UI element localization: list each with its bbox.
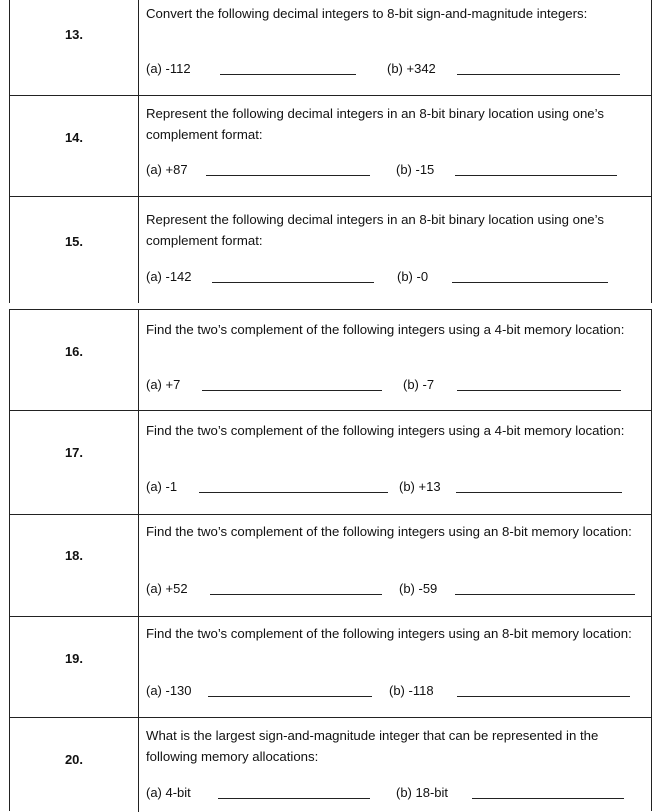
answer-b-label: (b) -0 <box>397 269 429 284</box>
answer-row <box>146 479 643 497</box>
question-number: 18. <box>64 548 84 563</box>
answer-a-blank[interactable] <box>210 594 382 595</box>
question-row-14 <box>10 96 651 197</box>
question-row-16 <box>10 310 651 411</box>
answer-row <box>146 162 643 180</box>
answer-row <box>146 377 643 395</box>
question-text: Convert the following decimal integers to 8-bit sign-and-magnitude integers: <box>146 6 588 21</box>
question-number: 16. <box>64 344 84 359</box>
answer-b-blank[interactable] <box>457 696 630 697</box>
question-row-18 <box>10 515 651 617</box>
answer-row <box>146 785 643 803</box>
question-number-cell <box>10 515 139 616</box>
answer-b-blank[interactable] <box>457 390 621 391</box>
answer-a-blank[interactable] <box>208 696 372 697</box>
question-number: 20. <box>64 752 84 767</box>
answer-b-label: (b) +342 <box>387 61 436 76</box>
question-text: Represent the following decimal integers in an 8-bit binary location using one’s complement format: <box>146 106 604 142</box>
answer-b-blank[interactable] <box>472 798 624 799</box>
answer-b-blank[interactable] <box>456 492 622 493</box>
answer-a-label: (a) 4-bit <box>146 785 191 800</box>
question-number: 17. <box>64 445 84 460</box>
answer-b-label: (b) -7 <box>403 377 435 392</box>
answer-a-label: (a) +7 <box>146 377 181 392</box>
question-body <box>146 515 643 616</box>
question-body <box>146 411 643 514</box>
answer-a-blank[interactable] <box>220 74 356 75</box>
question-body <box>146 718 643 812</box>
question-row-13 <box>10 0 651 96</box>
question-number: 13. <box>64 27 84 42</box>
question-number-cell <box>10 310 139 410</box>
answer-a-label: (a) -112 <box>146 61 191 76</box>
answer-b-blank[interactable] <box>452 282 608 283</box>
answer-b-blank[interactable] <box>457 74 620 75</box>
answer-a-blank[interactable] <box>218 798 370 799</box>
question-text: Find the two’s complement of the following integers using a 4-bit memory location: <box>146 322 625 337</box>
question-row-19 <box>10 617 651 718</box>
question-row-15 <box>10 197 651 303</box>
question-number-cell <box>10 718 139 812</box>
question-body <box>146 96 643 196</box>
question-number-cell <box>10 197 139 303</box>
question-body <box>146 0 643 95</box>
question-row-20 <box>10 718 651 812</box>
answer-row <box>146 269 643 287</box>
answer-a-label: (a) -1 <box>146 479 178 494</box>
answer-a-blank[interactable] <box>206 175 370 176</box>
answer-a-label: (a) +87 <box>146 162 188 177</box>
answer-row <box>146 581 643 599</box>
question-body <box>146 617 643 717</box>
question-number: 19. <box>64 651 84 666</box>
answer-a-label: (a) +52 <box>146 581 188 596</box>
question-body <box>146 310 643 410</box>
answer-b-blank[interactable] <box>455 175 617 176</box>
answer-a-label: (a) -142 <box>146 269 192 284</box>
question-text: Find the two’s complement of the following integers using an 8-bit memory location: <box>146 524 632 539</box>
answer-b-blank[interactable] <box>455 594 635 595</box>
answer-a-blank[interactable] <box>212 282 374 283</box>
question-number: 15. <box>64 234 84 249</box>
answer-b-label: (b) +13 <box>399 479 441 494</box>
answer-b-label: (b) 18-bit <box>396 785 449 800</box>
answer-b-label: (b) -15 <box>396 162 435 177</box>
question-number-cell <box>10 0 139 95</box>
answer-row <box>146 683 643 701</box>
answer-row <box>146 61 643 79</box>
question-text: Find the two’s complement of the following integers using an 8-bit memory location: <box>146 626 632 641</box>
question-number-cell <box>10 617 139 717</box>
answer-a-blank[interactable] <box>199 492 388 493</box>
question-table-1 <box>9 0 652 303</box>
question-text: Represent the following decimal integers in an 8-bit binary location using one’s complement format: <box>146 212 604 248</box>
question-number: 14. <box>64 130 84 145</box>
answer-a-label: (a) -130 <box>146 683 192 698</box>
question-number-cell <box>10 411 139 514</box>
answer-b-label: (b) -118 <box>389 683 434 698</box>
question-number-cell <box>10 96 139 196</box>
question-text: Find the two’s complement of the following integers using a 4-bit memory location: <box>146 423 625 438</box>
answer-b-label: (b) -59 <box>399 581 438 596</box>
question-body <box>146 197 643 303</box>
question-text: What is the largest sign-and-magnitude integer that can be represented in the following memory allocations: <box>146 728 599 764</box>
answer-a-blank[interactable] <box>202 390 382 391</box>
question-row-17 <box>10 411 651 515</box>
question-table-2 <box>9 309 652 811</box>
